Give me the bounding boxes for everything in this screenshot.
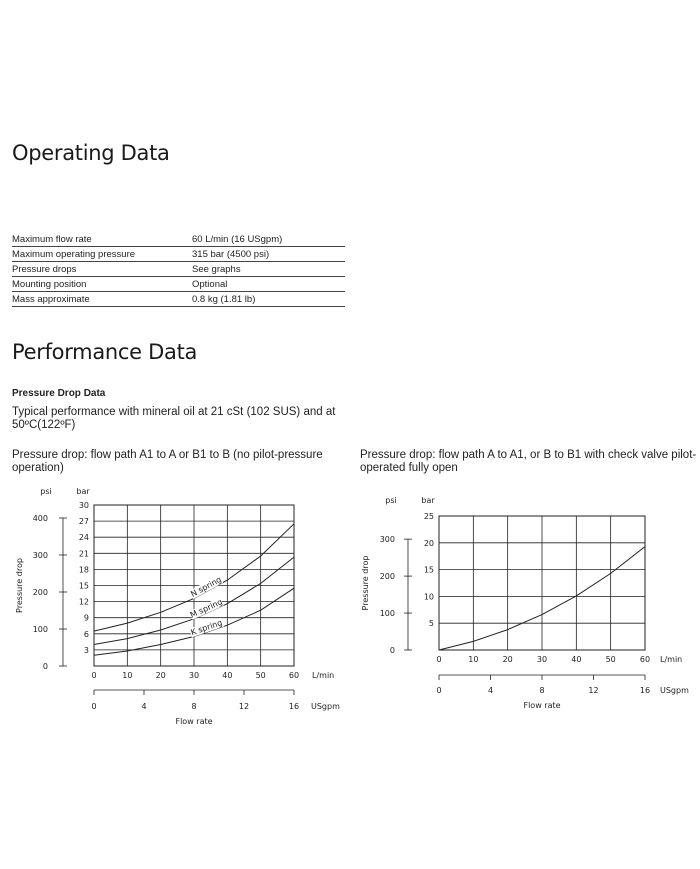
- x-tick-lmin-label: 60: [288, 671, 300, 680]
- y-tick-psi-label: 300: [32, 550, 48, 560]
- series-label: N spring: [189, 574, 223, 599]
- y-unit-bar: bar: [421, 496, 435, 505]
- x-unit-usgpm: USgpm: [660, 686, 689, 695]
- spec-label: Maximum flow rate: [12, 232, 192, 247]
- x-tick-lmin-label: 50: [605, 655, 616, 664]
- spec-label: Maximum operating pressure: [12, 247, 192, 262]
- x-tick-lmin-label: 40: [222, 671, 233, 680]
- y-tick-psi-label: 300: [379, 535, 395, 545]
- y-tick-bar-label: 15: [423, 565, 434, 575]
- y-tick-bar-label: 21: [78, 549, 89, 559]
- x-tick-lmin-label: 0: [436, 655, 442, 664]
- x-tick-usgpm-label: 8: [191, 702, 197, 711]
- y-tick-bar-label: 18: [78, 565, 89, 575]
- spec-value: 315 bar (4500 psi): [192, 247, 345, 262]
- operating-data-title: Operating Data: [12, 141, 170, 165]
- x-tick-lmin-label: 50: [255, 671, 266, 680]
- spec-value: See graphs: [192, 262, 345, 277]
- y-tick-bar-label: 6: [83, 629, 89, 639]
- x-tick-usgpm-label: 4: [487, 686, 494, 695]
- x-tick-lmin-label: 60: [639, 655, 651, 664]
- y-tick-bar-label: 24: [78, 533, 89, 543]
- y-tick-bar-label: 15: [78, 581, 89, 591]
- y-tick-bar-label: 9: [83, 613, 89, 623]
- x-tick-usgpm-label: 0: [91, 702, 97, 711]
- y-tick-psi-label: 0: [42, 662, 48, 671]
- spec-label: Pressure drops: [12, 262, 192, 277]
- x-tick-usgpm-label: 0: [436, 686, 442, 695]
- y-tick-bar-label: 3: [83, 645, 89, 655]
- chart-right-caption: Pressure drop: flow path A to A1, or B to B1 with check valve pilot-operated fully open: [360, 449, 697, 474]
- spec-value: Optional: [192, 277, 345, 292]
- y-unit-psi: psi: [40, 487, 52, 496]
- x-tick-usgpm-label: 8: [539, 686, 545, 695]
- y-tick-psi-label: 200: [379, 572, 395, 582]
- spec-value: 60 L/min (16 USgpm): [192, 232, 345, 247]
- x-tick-lmin-label: 10: [122, 671, 133, 680]
- y-axis-title: Pressure drop: [15, 558, 24, 613]
- x-unit-lmin: L/min: [312, 671, 335, 680]
- y-tick-psi-label: 0: [389, 646, 395, 655]
- x-tick-lmin-label: 0: [91, 671, 97, 680]
- y-unit-psi: psi: [385, 496, 397, 505]
- series-label: K spring: [189, 618, 224, 638]
- y-tick-psi-label: 100: [32, 624, 48, 634]
- y-tick-bar-label: 5: [428, 619, 434, 629]
- x-tick-usgpm-label: 16: [288, 702, 300, 711]
- performance-data-title: Performance Data: [12, 340, 198, 364]
- spec-value: 0.8 kg (1.81 lb): [192, 292, 345, 307]
- performance-intro-text: Typical performance with mineral oil at 21 cSt (102 SUS) and at 50ºC(122ºF): [12, 406, 336, 431]
- series-label: M spring: [188, 597, 224, 620]
- y-tick-psi-label: 100: [379, 609, 395, 619]
- y-tick-bar-label: 10: [423, 592, 434, 602]
- spec-label: Mounting position: [12, 277, 192, 292]
- x-unit-lmin: L/min: [660, 655, 683, 664]
- x-tick-usgpm-label: 12: [238, 702, 250, 711]
- spec-label: Mass approximate: [12, 292, 192, 307]
- y-tick-bar-label: 30: [78, 501, 89, 510]
- y-tick-psi-label: 200: [32, 587, 48, 597]
- y-axis-title: Pressure drop: [361, 555, 370, 611]
- y-tick-psi-label: 400: [32, 513, 48, 523]
- x-axis-title: Flow rate: [175, 717, 213, 726]
- x-unit-usgpm: USgpm: [311, 702, 340, 711]
- chart-left-caption: Pressure drop: flow path A1 to A or B1 to B (no pilot-pressure operation): [12, 449, 323, 474]
- y-tick-bar-label: 12: [78, 597, 89, 607]
- y-tick-bar-label: 20: [423, 538, 434, 548]
- x-tick-lmin-label: 20: [502, 655, 513, 664]
- x-tick-usgpm-label: 16: [639, 686, 651, 695]
- x-tick-usgpm-label: 12: [588, 686, 599, 695]
- y-unit-bar: bar: [76, 487, 90, 496]
- y-tick-bar-label: 27: [78, 517, 89, 527]
- pressure-drop-subtitle: Pressure Drop Data: [12, 388, 106, 399]
- x-tick-lmin-label: 10: [468, 655, 479, 664]
- x-tick-lmin-label: 30: [536, 655, 548, 664]
- x-tick-lmin-label: 20: [155, 671, 166, 680]
- x-tick-usgpm-label: 4: [141, 702, 147, 711]
- y-tick-bar-label: 25: [423, 512, 434, 521]
- chart-left: [59, 505, 294, 695]
- x-tick-lmin-label: 30: [188, 671, 200, 680]
- x-tick-lmin-label: 40: [571, 655, 582, 664]
- x-axis-title: Flow rate: [523, 701, 561, 710]
